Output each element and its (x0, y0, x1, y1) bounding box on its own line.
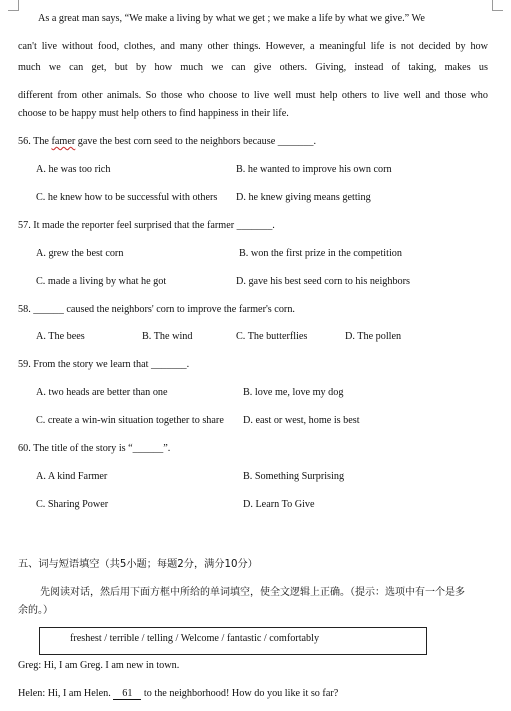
question-56-stem-start: 56. The (18, 136, 52, 147)
question-56-option-c[interactable]: C. he knew how to be successful with others (36, 192, 218, 203)
question-60-option-d[interactable]: D. Learn To Give (243, 499, 315, 510)
question-58-option-c[interactable]: C. The butterflies (236, 331, 308, 342)
passage-line-1: As a great man says, “We make a living by what we get ; we make a life by what we give.” We (38, 13, 425, 24)
question-59-option-d[interactable]: D. east or west, home is best (243, 415, 360, 426)
section-5-instruction-line-2: 余的。） (18, 605, 53, 616)
crop-mark-top-right (492, 0, 503, 11)
question-58-option-a[interactable]: A. The bees (36, 331, 85, 342)
dialog-line-helen-end: to the neighborhood! How do you like it so far? (141, 688, 339, 699)
question-57-option-d[interactable]: D. gave his best seed corn to his neighbors (236, 276, 411, 287)
question-56-option-d[interactable]: D. he knew giving means getting (236, 192, 371, 203)
marked-word-famer: famer (51, 136, 76, 147)
question-60-stem: 60. The title of the story is “______”. (18, 443, 171, 454)
passage-line-4: different from other animals. So those who choose to live well must help others to live well and those who (18, 90, 488, 101)
question-56-stem (18, 136, 316, 147)
question-57-option-b[interactable]: B. won the first prize in the competition (239, 248, 402, 259)
question-59-option-c[interactable]: C. create a win-win situation together to share (36, 415, 224, 426)
passage-line-2: can't live without food, clothes, and many other things. However, a meaningful life is not decided by how (18, 41, 488, 52)
dialog-line-helen (18, 688, 338, 700)
passage-line-5: choose to be happy must help others to find happiness in their life. (18, 108, 289, 119)
dialog-line-greg: Greg: Hi, I am Greg. I am new in town. (18, 660, 180, 671)
section-5-heading: 五、词与短语填空（共5小题；每题2分，满分10分） (18, 559, 258, 570)
question-60-option-b[interactable]: B. Something Surprising (243, 471, 345, 482)
question-59-option-a[interactable]: A. two heads are better than one (36, 387, 168, 398)
question-60-option-c[interactable]: C. Sharing Power (36, 499, 109, 510)
dialog-line-helen-start: Helen: Hi, I am Helen. (18, 688, 114, 699)
question-56-stem-end: gave the best corn seed to the neighbors because _______. (75, 136, 316, 147)
question-57-stem: 57. It made the reporter feel surprised that the farmer _______. (18, 220, 275, 231)
question-59-stem: 59. From the story we learn that _______. (18, 359, 190, 370)
question-57-option-c[interactable]: C. made a living by what he got (36, 276, 167, 287)
section-5-instruction-line-1: 先阅读对话，然后用下面方框中所给的单词填空，使全文逻辑上正确。（提示：选项中有一个是多 (40, 587, 465, 598)
question-58-option-b[interactable]: B. The wind (142, 331, 193, 342)
question-57-option-a[interactable]: A. grew the best corn (36, 248, 124, 259)
question-59-option-b[interactable]: B. love me, love my dog (243, 387, 344, 398)
question-56-option-a[interactable]: A. he was too rich (36, 164, 111, 175)
question-58-stem: 58. ______ caused the neighbors' corn to improve the farmer's corn. (18, 304, 295, 315)
word-bank-words: freshest / terrible / telling / Welcome / fantastic / comfortably (70, 633, 320, 644)
question-56-option-b[interactable]: B. he wanted to improve his own corn (236, 164, 392, 175)
word-bank-box (39, 627, 427, 655)
question-58-option-d[interactable]: D. The pollen (345, 331, 402, 342)
crop-mark-top-left (8, 0, 19, 11)
passage-line-3: much we can get, but by how much we can give others. Giving, instead of taking, makes us (18, 62, 488, 73)
blank-61[interactable]: 61 (113, 688, 141, 700)
question-60-option-a[interactable]: A. A kind Farmer (36, 471, 108, 482)
